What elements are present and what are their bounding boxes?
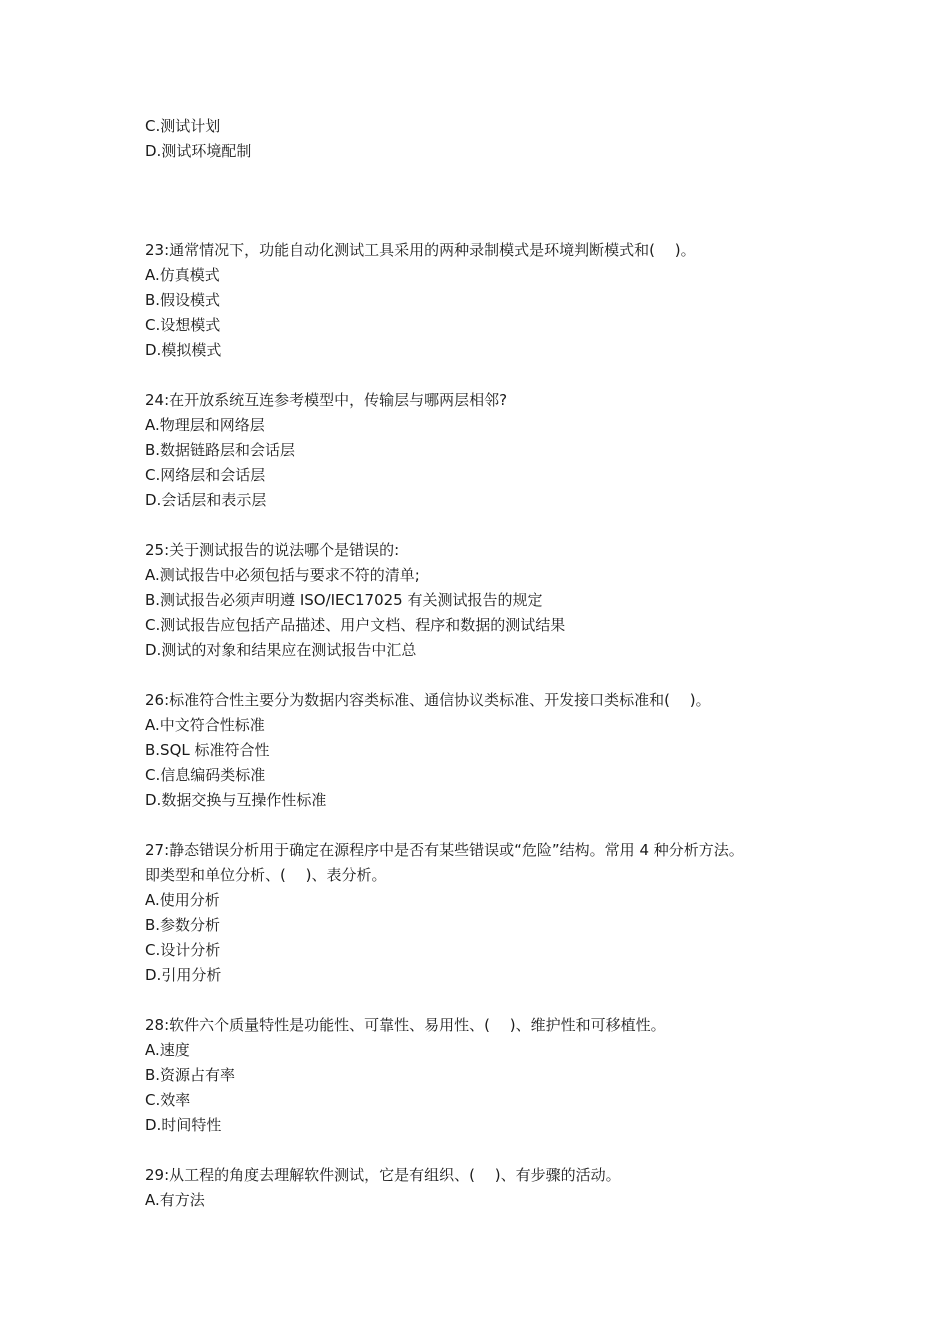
option-b: B.资源占有率 <box>145 1066 236 1084</box>
option-b: B.SQL 标准符合性 <box>145 741 270 759</box>
spacer <box>145 363 845 388</box>
option-c: C.效率 <box>145 1091 191 1109</box>
question-24 <box>145 388 845 513</box>
question-23 <box>145 238 845 363</box>
option-b: B.数据链路层和会话层 <box>145 441 296 459</box>
option-b: B.假设模式 <box>145 291 221 309</box>
option-c: C.设想模式 <box>145 316 221 334</box>
option-a: A.有方法 <box>145 1191 205 1209</box>
question-stem: 23:通常情况下，功能自动化测试工具采用的两种录制模式是环境判断模式和( )。 <box>145 241 696 259</box>
spacer <box>145 813 845 838</box>
option-c: C.测试计划 <box>145 117 221 135</box>
option-b: B.参数分析 <box>145 916 221 934</box>
option-d: D.会话层和表示层 <box>145 491 267 509</box>
question-28 <box>145 1013 845 1138</box>
spacer <box>145 663 845 688</box>
document-content <box>145 114 845 1213</box>
option-d: D.时间特性 <box>145 1116 222 1134</box>
question-stem: 28:软件六个质量特性是功能性、可靠性、易用性、( )、维护性和可移植性。 <box>145 1016 666 1034</box>
option-d: D.测试的对象和结果应在测试报告中汇总 <box>145 641 417 659</box>
question-29 <box>145 1163 845 1213</box>
question-26 <box>145 688 845 813</box>
spacer <box>145 988 845 1013</box>
option-d: D.模拟模式 <box>145 341 222 359</box>
question-27 <box>145 838 845 988</box>
question-25 <box>145 538 845 663</box>
option-c: C.网络层和会话层 <box>145 466 266 484</box>
option-a: A.物理层和网络层 <box>145 416 265 434</box>
option-a: A.速度 <box>145 1041 190 1059</box>
option-d: D.数据交换与互操作性标准 <box>145 791 327 809</box>
question-stem: 24:在开放系统互连参考模型中，传输层与哪两层相邻? <box>145 391 508 409</box>
option-c: C.设计分析 <box>145 941 221 959</box>
question-stem: 27:静态错误分析用于确定在源程序中是否有某些错误或“危险”结构。常用 4 种分析方法。 <box>145 841 744 859</box>
question-22-tail <box>145 114 845 164</box>
option-b: B.测试报告必须声明遵 ISO/IEC17025 有关测试报告的规定 <box>145 591 543 609</box>
spacer <box>145 1138 845 1163</box>
option-a: A.使用分析 <box>145 891 220 909</box>
option-d: D.引用分析 <box>145 966 222 984</box>
spacer <box>145 164 845 238</box>
option-a: A.测试报告中必须包括与要求不符的清单; <box>145 566 420 584</box>
option-a: A.中文符合性标准 <box>145 716 265 734</box>
option-d: D.测试环境配制 <box>145 142 252 160</box>
question-stem-continued: 即类型和单位分析、( )、表分析。 <box>145 866 387 884</box>
spacer <box>145 513 845 538</box>
question-stem: 26:标准符合性主要分为数据内容类标准、通信协议类标准、开发接口类标准和( )。 <box>145 691 711 709</box>
option-a: A.仿真模式 <box>145 266 220 284</box>
question-stem: 25:关于测试报告的说法哪个是错误的: <box>145 541 400 559</box>
option-c: C.信息编码类标准 <box>145 766 266 784</box>
option-c: C.测试报告应包括产品描述、用户文档、程序和数据的测试结果 <box>145 616 566 634</box>
question-stem: 29:从工程的角度去理解软件测试，它是有组织、( )、有步骤的活动。 <box>145 1166 621 1184</box>
